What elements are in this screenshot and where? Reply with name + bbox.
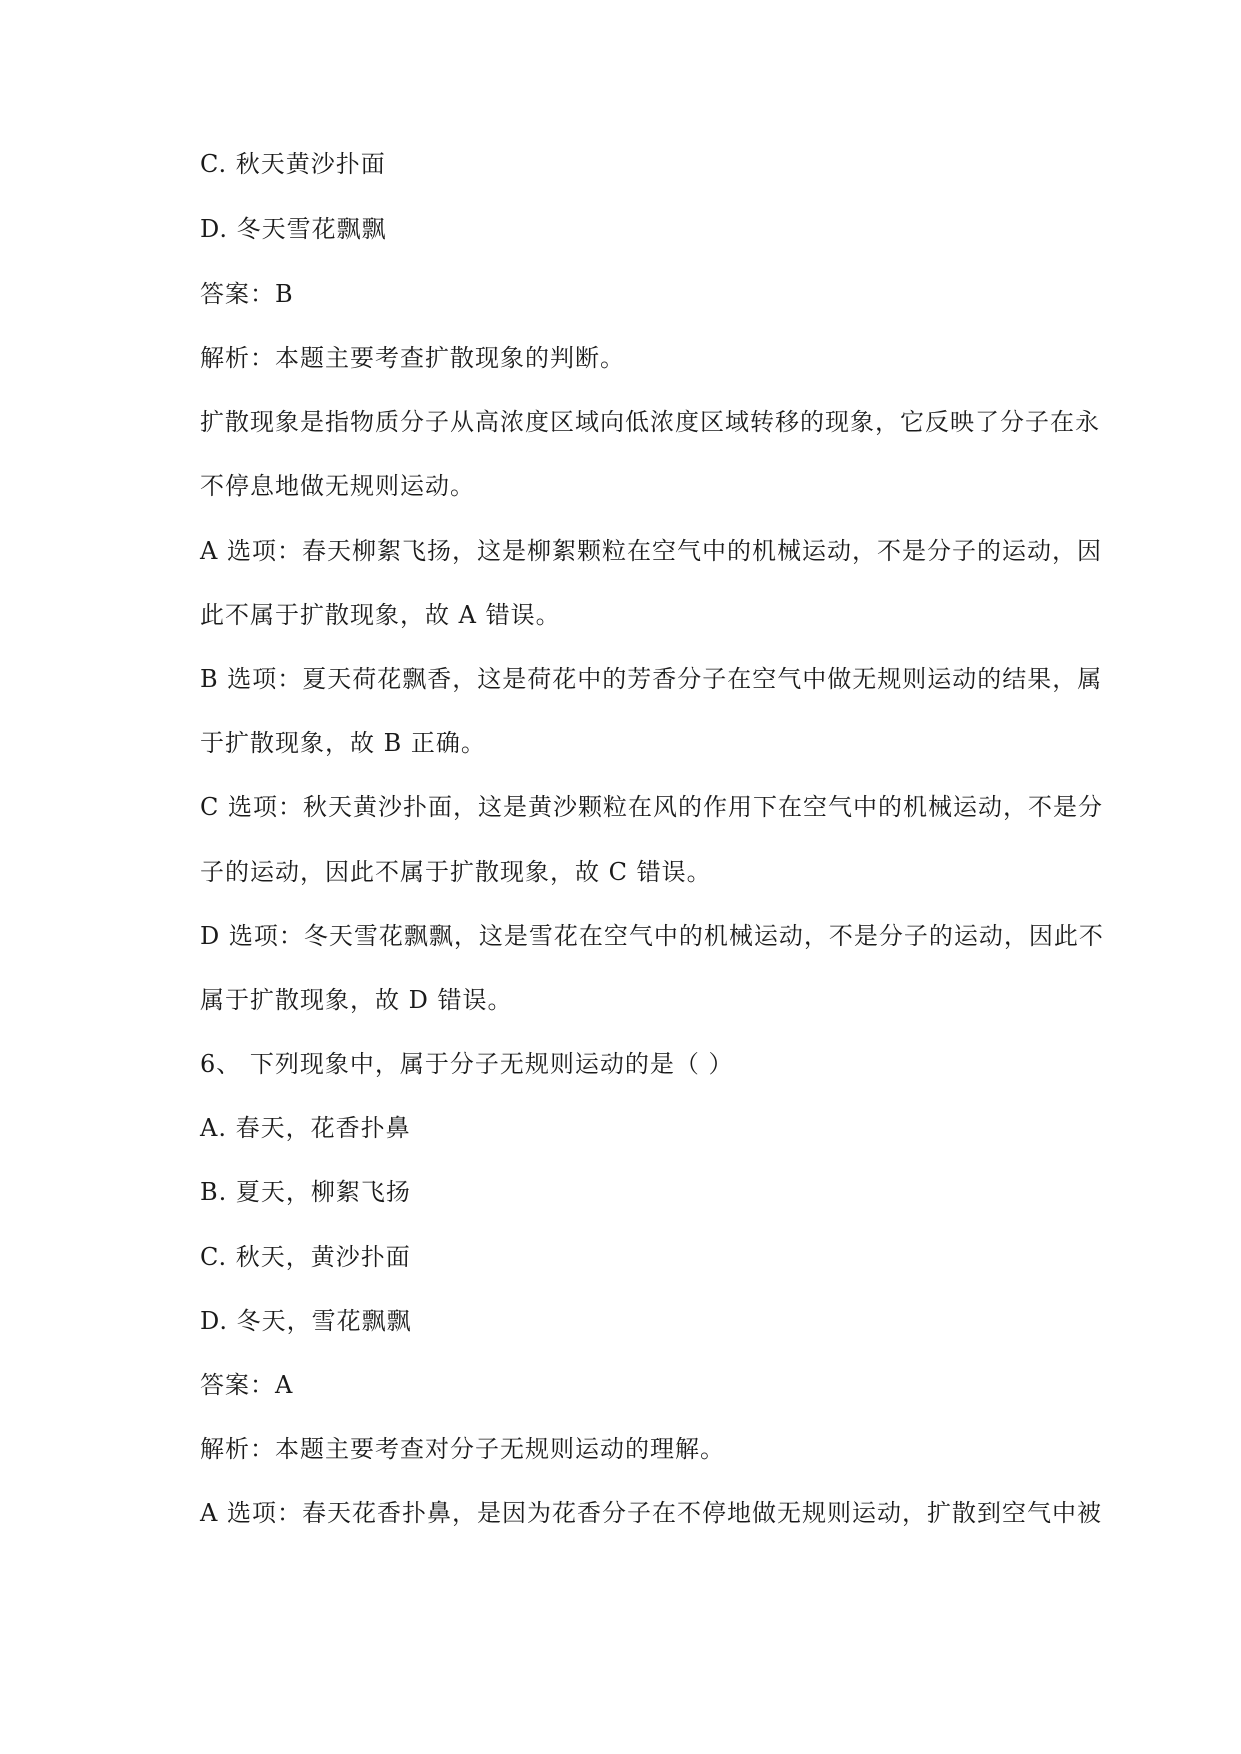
analysis-option-c-line: C 选项：秋天黄沙扑面，这是黄沙颗粒在风的作用下在空气中的机械运动，不是分 (200, 793, 1103, 821)
question-6-answer: 答案：A (200, 1371, 294, 1399)
analysis-option-d-line: D 选项：冬天雪花飘飘，这是雪花在空气中的机械运动，不是分子的运动，因此不 (200, 922, 1104, 950)
option-c-prev: C. 秋天黄沙扑面 (200, 150, 386, 178)
analysis-option-b-line: B 选项：夏天荷花飘香，这是荷花中的芳香分子在空气中做无规则运动的结果，属 (200, 665, 1103, 693)
question-6: 6、 下列现象中，属于分子无规则运动的是（ ） (200, 1050, 734, 1078)
analysis-option-c-line: 子的运动，因此不属于扩散现象，故 C 错误。 (200, 858, 712, 886)
analysis-heading-prev: 解析：本题主要考查扩散现象的判断。 (200, 344, 625, 372)
question-6-option-a: A. 春天，花香扑鼻 (200, 1114, 411, 1142)
answer-prev: 答案：B (200, 280, 294, 308)
analysis-paragraph-line: 不停息地做无规则运动。 (200, 472, 475, 500)
option-d-prev: D. 冬天雪花飘飘 (200, 215, 387, 243)
analysis-option-a-line: A 选项：春天柳絮飞扬，这是柳絮颗粒在空气中的机械运动，不是分子的运动，因 (200, 537, 1102, 565)
question-6-analysis-heading: 解析：本题主要考查对分子无规则运动的理解。 (200, 1435, 725, 1463)
analysis-paragraph-line: 扩散现象是指物质分子从高浓度区域向低浓度区域转移的现象，它反映了分子在永 (200, 408, 1100, 436)
question-6-analysis-option-a-line: A 选项：春天花香扑鼻，是因为花香分子在不停地做无规则运动，扩散到空气中被 (200, 1499, 1102, 1527)
analysis-option-d-line: 属于扩散现象，故 D 错误。 (200, 986, 513, 1014)
analysis-option-b-line: 于扩散现象，故 B 正确。 (200, 729, 486, 757)
analysis-option-a-line: 此不属于扩散现象，故 A 错误。 (200, 601, 561, 629)
question-6-option-d: D. 冬天，雪花飘飘 (200, 1307, 412, 1335)
question-6-option-b: B. 夏天，柳絮飞扬 (200, 1178, 411, 1206)
question-6-option-c: C. 秋天，黄沙扑面 (200, 1243, 411, 1271)
